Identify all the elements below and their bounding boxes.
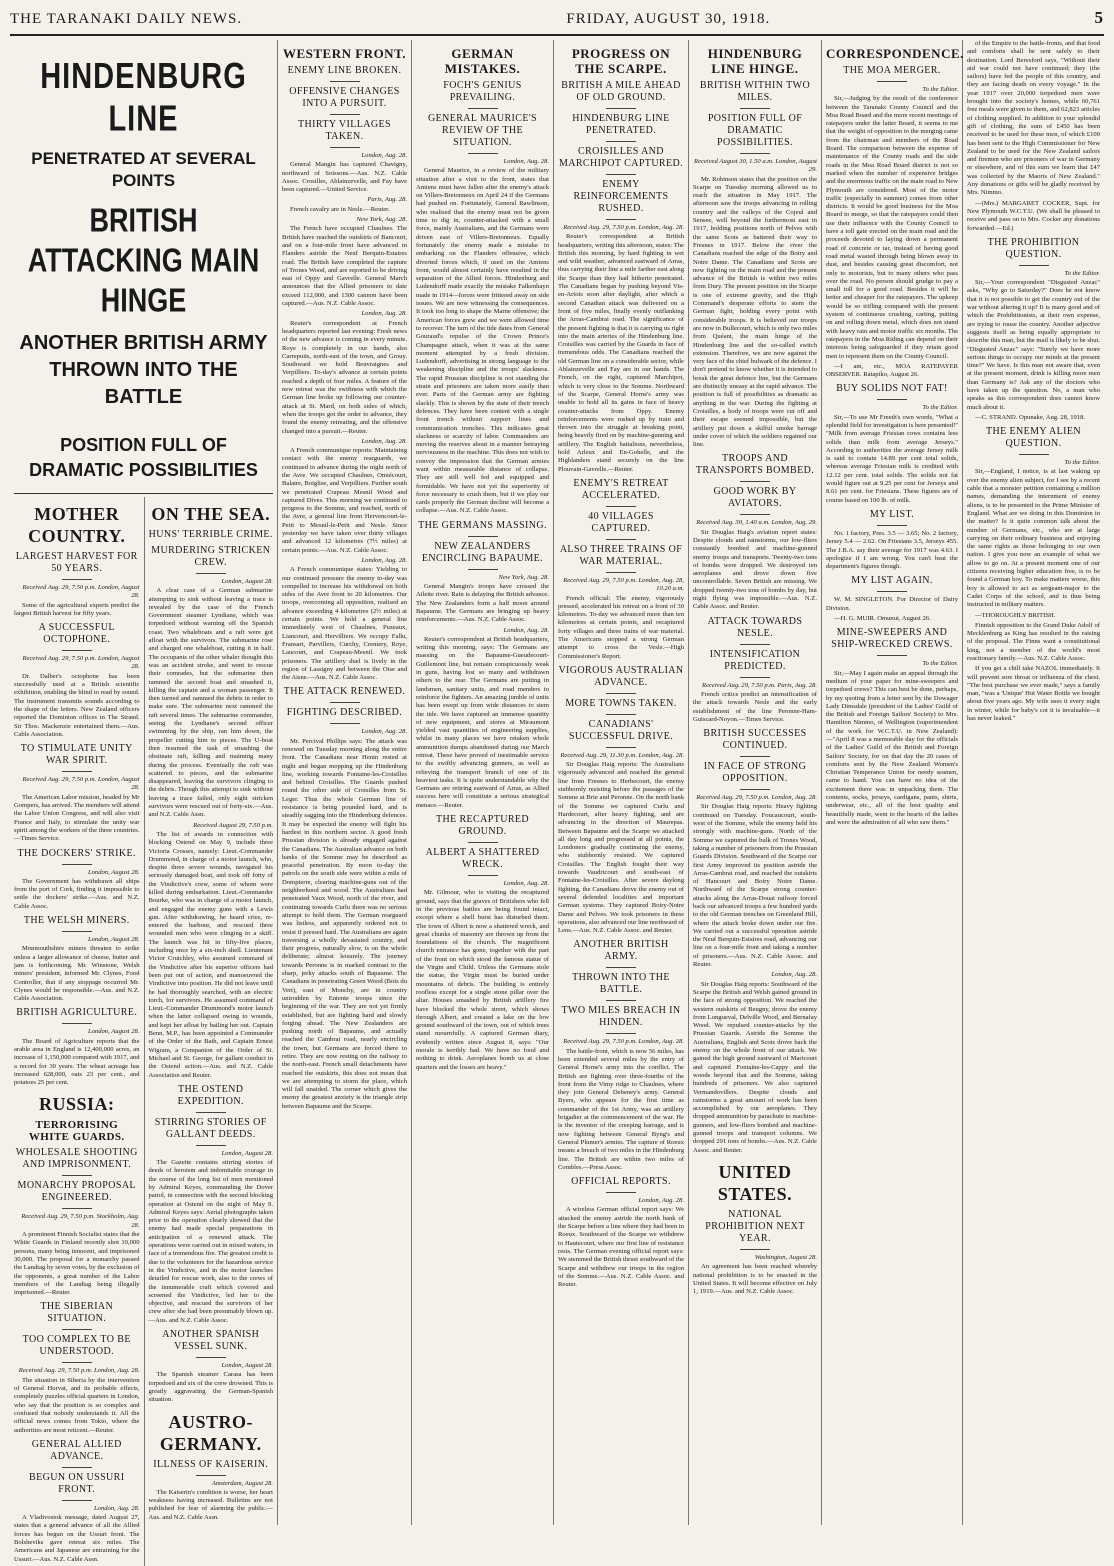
article-body: —C. STRAND. Opunake, Aug. 28, 1918.	[975, 413, 1086, 421]
dateline: Paris, Aug. 28.	[367, 196, 407, 204]
article-body: The Board of Agriculture reports that the arable area in England is 12,400,000 acres, an increase of 1,150,000 compared with 1917, and a record for 30 years. The wheat acreage has increased 628,000, oats 23 per cent., and potatoes 25 per cent.	[14, 1037, 140, 1087]
headline-british-attacking: BRITISH ATTACKING MAIN HINGE	[27, 201, 260, 319]
article-list	[149, 1459, 274, 1522]
page-number: 5	[1094, 8, 1104, 27]
article-body: Sir Douglas Haig reports: The Australians vigorously advanced and reached the general line from Fresnes to Herbecourt, the enemy stubbornly resisting before the passages of the Somme at Brie and Peronne. On the north bank of the Somme we captured Curlu and Hardecourt, after heavy fighting, and are advancing in the direction of Maurepas. Between Bapaume and the Scarpe we attacked all day long and progressed at all points, the Londoners gradually continuing the enemy, who stubbornly resisted. We captured Croisilles. The English fought their way towards Vaudricourt and south-east of Fontaine-les-Croisilles. After severe daylong fighting, the Canadians drove the enemy out of several defended localities and important German systems. They captured Boiry-Notre Dame and Pelves. We took prisoners in these operations, also advanced our line northward of Lens.—Aus. N.Z. Cable Assoc. and Reuter.	[558, 761, 684, 935]
article-headline: BRITISH WITHIN TWO MILES.	[699, 80, 811, 103]
headline-rule	[62, 1208, 92, 1209]
headline-rule	[196, 1112, 226, 1113]
article-body: The French have occupied Chaulnes. The British have reached the outskirts of Bancourt, and on a four-mile front have advanced in Flanders astride the Neuf Berquin-Estaires road. The British have completed the capture of Trones Wood, and are reported to be driving east of Oppy and Gavrelle. General March announces that the Allied prisoners to date exceed 112,000, and 1300 cannon have been captured.—Aus. N.Z. Cable Assoc.	[282, 225, 407, 308]
article-headline: POSITION FULL OF DRAMATIC POSSIBILITIES.	[707, 113, 803, 148]
article-headline: FIGHTING DESCRIBED.	[286, 707, 403, 719]
article-body: The battle-front, which is now 56 miles, has been extended several miles by the entry of General Horne's army into the conflict. The British are fighting over three-fourths of the front from the Vimy ridge to Chaulnes, where they join General Debeney's army. General Byers, who appears for the first time as commander of the 1st Army, was an artillery brigadier at the commencement of the war. He is the inventor of the creeping barrage, and is now fighting between General Byng's and General Plumer's armies. The capture of Roeux means a breach of two miles in the Hindenburg line. The British are within two miles of Combles.—Press Assoc.	[558, 1047, 684, 1171]
article-headline: GENERAL ALLIED ADVANCE.	[31, 1438, 122, 1462]
article-body: A French communique reports: Maintaining contact with the enemy rearguards, we continued to advance during the night north of the Avre. We occupied Chaulnes, Omiécourt, Balatre, Boiglise, and Verpilliers. Further south we penetrated Crapeau Mesnil Wood and captured Dives. This morning we continued to progress to the Somme, and reached, north of the Avre, a general line from Hervencourt-le-Petit to Mesnil-le-Petit and Nesle. Since yesterday we have taken over thirty villages and advanced 12 kilometres (7½ miles) at certain points.—Aus. N.Z. Cable Assoc.	[282, 447, 407, 554]
dateline: To the Editor.	[922, 660, 958, 668]
article-headline: INTENSIFICATION PREDICTED.	[709, 648, 801, 672]
section-title: ON THE SEA.	[151, 504, 271, 524]
article-body: Finnish opposition to the Grand Duke Adolf of Mecklenburg as King has resulted in the raising of the proposal. The Finns want a constitutional king, not a member of the world's most reactionary family.—Aus. N.Z. Cable Assoc.	[967, 621, 1100, 662]
col1-subcolumns	[14, 497, 273, 1566]
headline-rule	[468, 108, 498, 109]
dateline: London, Aug. 28.	[361, 437, 407, 445]
article-headline: ALSO THREE TRAINS OF WAR MATERIAL.	[559, 543, 683, 567]
article-body: General Mangin's troops have crossed the Ailette river. Rain is delaying the British advance. The New Zealanders form a half moon around Bapaume. The Germans are bringing up heavy reinforcements.—Aus. N.Z. Cable Assoc.	[416, 583, 549, 624]
article-headline: VIGOROUS AUSTRALIAN ADVANCE.	[558, 664, 684, 688]
article-body: W. M. SINGLETON. For Director of Dairy Division.	[826, 596, 958, 612]
article-body: The Gazette contains stirring stories of deeds of heroism and indomitable courage in the course of the long list of men mentioned by Admiral Keyes, commanding the Dover patrol, in connection with the second blocking operation at Ostend on the night of May 9. Admiral Keyes says: Aerial photographs taken prior to the operation clearly showed that the enemy had made special preparations in anticipation of a renewed attack. The operations were carried out in mixed waters, in face of a tremendous fire. The greatest credit is due to the volunteers for the hazardous service in the Vindictive, and in the motor launches detailed for rescue work, also to the crews of the innumerable craft which covered and screened the Vindictive, led her to the objective, and rescued the survivors of her crew after she had been presumably blown up.—Aus. and N.Z. Cable Assoc.	[148, 1159, 273, 1324]
article-headline: BRITISH A MILE AHEAD OF OLD GROUND.	[561, 80, 681, 103]
headline-rule	[62, 1362, 92, 1363]
article-headline: MORE TOWNS TAKEN.	[565, 697, 677, 709]
article-headline: ANOTHER BRITISH ARMY.	[573, 939, 669, 963]
article-body: Some of the agricultural experts predict the largest British harvest for fifty years.	[14, 601, 140, 617]
headline-rule	[740, 677, 770, 678]
headline-rule	[606, 693, 636, 694]
col1-right	[144, 497, 274, 1566]
article-headline: GENERAL MAURICE'S REVIEW OF THE SITUATION.	[427, 113, 538, 148]
headline-penetrated: PENETRATED AT SEVERAL POINTS	[31, 149, 256, 190]
article-headline: THE ENEMY ALIEN QUESTION.	[985, 426, 1082, 450]
headline-rule	[196, 1475, 226, 1476]
dateline: Received Aug. 29, 7.50 p.m. London, August 28.	[22, 776, 140, 792]
article-headline: TWO MILES BREACH IN HINDEN.	[561, 1005, 681, 1029]
article-list	[14, 551, 140, 1087]
column-2	[278, 40, 412, 1525]
article-body: An agreement has been reached whereby national prohibition is to be enacted in the United States. It will become effective on July 1, 1919.—Aus. and N.Z. Cable Assoc.	[693, 1263, 817, 1296]
article-headline: THE PROHIBITION QUESTION.	[987, 236, 1080, 260]
article-body: Reuter's correspondent at British headquarters, writing this morning, says: The Germans are massing on the Bapaume-Gueudecourt-Guillemont line, but remain conspicuously weak in guns, having lost so many and withdrawn others to the rear. The Germans are putting in landsmen, sanitary units, and road menders to reinforce the fighters. An amazing jumble of units has been swept up from wide distances to stem the tide. We have captured an immense quantity of new equipment, and stores at Miraumont yielded vast quantities of engineering supplies, whilst in many places we have retaken whole ammunition dumps abandoned during our March retreat. These have proved of inestimable service to the swiftly advancing gunners, as well as relieving the transport branch of one of its heaviest tasks. It is quite understandable why the Germans are retiring eastward of Arras, as Allied success here will constitute a serious strategical menace.—Reuter.	[416, 635, 549, 809]
dateline: Received Aug. 29, 7.50 p.m. London, August 28.	[22, 584, 140, 600]
headline-rule	[330, 702, 360, 703]
article-headline: NATIONAL PROHIBITION NEXT YEAR.	[705, 1208, 805, 1244]
article-body: The Government has withdrawn all ships from the port of Cork, finding it impossible to settle the dockers' strike.—Aus. and N.Z. Cable Assoc.	[14, 877, 140, 910]
headline-rule	[877, 399, 907, 400]
article-body: If you get a chill take NAZOL immediately. It will prevent sore throat or influenza of the chest. "The best purchase we ever made," says a family man, "was a 'Unique' Hot Water Bottle we bought about five years ago. My wife uses it every night in winter, while for baby's cot it is invaluable—it has never leaked."	[967, 665, 1100, 723]
columns	[10, 40, 1104, 1563]
column-3	[412, 40, 554, 1525]
dateline: London, Aug. 28.	[361, 310, 407, 318]
headline-rule	[62, 1023, 92, 1024]
article-body: Dr. Dalber's octophone has been successfully used at a British scientific exhibition, enabling the blind to read by sound. The instrument transmits sounds according to the shape of the letters. New Zealand officers reported the Dominion offices in The Strand. Sir Thos. Mackenzie entertained them.—Aus. Cable Association.	[14, 672, 140, 738]
article-headline: BUY SOLIDS NOT FAT!	[836, 383, 948, 395]
article-headline: TROOPS AND TRANSPORTS BOMBED.	[695, 453, 815, 477]
article-headline: HINDENBURG LINE PENETRATED.	[572, 113, 670, 136]
dateline: Received Aug. 29, 7.50 p.m. London, Aug. 28.	[563, 224, 684, 231]
headline-rule	[330, 723, 360, 724]
article-body: —(Mrs.) MARGARET COCKER, Supt. for New Plymouth W.C.T.U. (We shall be pleased to receive and pass on to Mrs. Cocker any donations forwarded.—Ed.)	[967, 199, 1100, 232]
headline-rule	[62, 650, 92, 651]
article-headline: MINE-SWEEPERS AND SHIP-WRECKED CREWS.	[831, 627, 953, 651]
dateline: Received Aug. 29, 11.30 p.m. London, Aug. 28.	[560, 751, 684, 759]
article-body: A clear case of a German submarine attempting to sink without leaving a trace is revealed by the case of the French Government steamer Lyndiane, which was torpedoed without warning off the Spanish coast. Two whaleboats and a raft were got afloat with the survivors. The submarine rose and charged one whaleboat, cutting it in half. The occupants of the other whaler thought this was an accident stroke, and went to rescue their comrades, but the submarine then rammed the second boat and smashed it, killing the captain and a woman passenger. It then turned and rammed the debris in order to make sure. The submarine next rammed the raft several times. The submarine commander, seeing the Lyndiane's second officer swimming by the ship, ran him down, the propeller cutting him to pieces. The U-boat then resumed the task of smashing the obstinate raft, killing and maiming many during the process. Eventually the raft was scattered to pieces, and the submarine disappeared, leaving the survivors clinging to the debris. Though this attempt to sink without leaving a trace failed, only eight stricken survivors were rescued out of forty-six.—Aus. and N.Z. Cable Assn.	[148, 587, 273, 819]
article-body: The list of awards in connection with blocking Ostend on May 9, include three Victoria Crosses, namely: Lieut.-Commander Drummond, in charge of a motor launch, who, despite three severe wounds, navigated his seriously damaged boat, and took off forty of the Vindictive's crew, some of whom were killed during embarkation. Lieut.-Commander Bourke, who was in charge of a motor launch, and engaged the enemy guns with a Lewis gun. After withdrawing, he heard cries, re-entered the harbour, and rescued three wounded men who were clinging to a skiff. The launch was hit in fifty-five places, including once by a six-inch shell. Lieutenant Victor Crutchley, who assumed command of the Vindictive after his superior officers had been put out of action, and manoeuvred the Vindictive into position. He did not leave until he had thoroughly searched, with an electric torch, for survivors. He assumed command of Lieut.-Commander Drummond's motor launch when the latter collapsed owing to wounds, and kept her afloat by bailing her out. Captain Benn, M.P., has been appointed a Commander of the Order of the Bath, and Captain Ernest Wigram, a Companion of the Order of St. Michael and St. George, for gallant conduct in the Ostend action.—Aus. and N.Z. Cable Association and Reuter.	[148, 830, 273, 1079]
article-headline: BRITISH AGRICULTURE.	[16, 1007, 138, 1019]
dateline: Washington, August 28.	[754, 1253, 817, 1261]
section-title: WESTERN FRONT.	[282, 46, 407, 61]
article-headline: THROWN INTO THE BATTLE.	[572, 972, 670, 996]
newspaper-title: THE TARANAKI DAILY NEWS.	[10, 11, 243, 27]
headline-rule	[740, 644, 770, 645]
headline-rule	[196, 1357, 226, 1358]
dateline: London, August 28.	[87, 868, 140, 876]
headline-rule	[196, 573, 226, 574]
article-list	[967, 40, 1100, 723]
headline-rule	[606, 174, 636, 175]
headline-rule	[740, 789, 770, 790]
dateline: London, Aug. 28.	[503, 158, 549, 165]
headline-rule	[62, 931, 92, 932]
article-body: —THOROUGHLY BRITISH.	[975, 611, 1056, 619]
section-title: PROGRESS ON THE SCARPE.	[571, 46, 671, 76]
section-title: HINDENBURG LINE HINGE.	[707, 46, 803, 76]
article-body: No. 1 factory, Pres. 3.5 — 3.65; No. 2 factory, Jersey 5.4 — 2.62. On Friesians 3.5, Jerseys 455. The J.B.A. say their average for 1917 was 4.63. I apologize if I am wrong. You can't beat the department's figures though.	[826, 529, 958, 571]
section-title: MOTHER COUNTRY.	[28, 504, 126, 546]
column-1	[10, 40, 278, 1563]
article-headline: ANOTHER SPANISH VESSEL SUNK.	[162, 1329, 260, 1353]
section-title: GERMAN MISTAKES.	[444, 46, 521, 76]
article-body: Sir Douglas Haig reports: Southward of the Scarpe the British and Welsh gained ground in the face of strong opposition. We reached the western outskirts of Beugny, drove the enemy from Longueval, Delville Wood, and Bernafay Wood. We repulsed counter-attacks by the Prussian Guards. Astride the Somme the Australians, English and Scots drove back the enemy on the whole front of our attack. We gained the high ground eastward of Maricourt and captured Fontaine-les-Cappy and the woods beyond that and the Somme, taking hundreds of prisoners. We also captured Vermandovillers. Despite clouds and rainstorms a great amount of work has been accomplished by our aeroplanes. They dropped ammunition by parachute to machine-gunners, and low-fliers bombed and machine-gunned troops and transport columns. We dropped 291 tons of bombs.—Aus. N.Z. Cable Assoc. and Reuter.	[693, 980, 817, 1154]
headline-rule	[468, 569, 498, 570]
headline-rule	[877, 525, 907, 526]
headline-rule	[606, 219, 636, 220]
dateline: Received Aug. 29, 7.50 p.m. Stockholm, Aug. 28.	[21, 1213, 140, 1229]
dateline: London, Aug. 28.	[771, 971, 817, 979]
section-title: AUSTRO-GERMANY.	[159, 1411, 262, 1454]
article-body: French critics predict an intensification of the attack towards Nesle and the early establishment of the line Peronne-Ham-Guiscard-Noyon.—Times Service.	[693, 690, 817, 723]
headline-rule	[606, 108, 636, 109]
article-body: A prominent Finnish Socialist states that the White Guards in Finland recently shot 10,000 persons, many being innocent, and imprisoned 30,000. The proposal for a monarchy passed the Landtag by seven votes, by the exclusion of the opponents, a great number of the Labor members of the Landtag being illegally imprisoned.—Reuter.	[14, 1231, 140, 1297]
article-headline: THIRTY VILLAGES TAKEN.	[298, 119, 391, 142]
article-headline: IN FACE OF STRONG OPPOSITION.	[703, 761, 807, 785]
article-headline: ENEMY'S RETREAT ACCELERATED.	[573, 477, 669, 501]
article-body: Sir,—To use Mr Freeth's own words, "What a splendid field for investigation is here presented!" "Milk from average Friesian cows contains less solids than milk from average Jerseys." According to authorities the average Jersey milk is said to contain 14.89 per cent total solids, whereas average Friesian milk is credited with 12.12 per cent. total solids. The solids not fat would figure out at 9.25 per cent for Jerseys and 8.61 per cent. for Friesians. These figures are of course based on 100 lb. of milk.	[826, 413, 958, 504]
dateline: London, Aug. 28.	[94, 1504, 140, 1512]
article-body: Mr. Gilmour, who is visiting the recaptured ground, says that the graves of Britishers who fell in the previous battles are being found intact, except where a shell burst has disturbed them. The town of Albert is now a shattered wreck, and great chunks of masonry are thrown up from the foundations of the church. The magnificent church entrance has gone, together with the part of the front on which stood the famous statue of the Virgin and Child. Unless the Germans stole the statue, the Virgin must be buried under mountains of debris. The building is entirely roofless except for a single stone pillar over the altar. Houses smashed by British artillery fire have blocked the whole street, which shows through Albert, and created a lake on the low ground southward of the town, out of which trees stand mournfully. A captured German diary, evidently written since August 8, says: "Our morale is terribly bad. We have no food and nothing to drink. Aeroplanes bomb us at close quarters and the losses are heavy."	[416, 889, 549, 1071]
article-headline: THE RECAPTURED GROUND.	[435, 814, 530, 838]
headline-rule	[62, 579, 92, 580]
dateline: Received Aug. 29, 7.50 p.m. London, Aug. 28.	[18, 1367, 140, 1375]
headline-rule	[606, 967, 636, 968]
dateline: London, Aug. 28.	[361, 556, 407, 564]
article-headline: TO STIMULATE UNITY WAR SPIRIT.	[20, 743, 133, 767]
headline-rule	[62, 771, 92, 772]
article-headline: MURDERING STRICKEN CREW.	[151, 545, 271, 568]
article-body: of the Empire to the battle-fronts, and that food and comforts shall be sent safely to their destination. Lord Beresford says, "Without their aid war could not have continued; they (the sailors) have fed the people of this country, and they are facing death on every voyage." In the year 1917 over 20,000 torpedoed men were brought into the society's homes, while 60,761 free meals were given to them, and 62,823 articles of clothing supplied. In addition to your splendid gift of clothing, the sum of £450 has been received to be used for these men, of which £100 has been sent to the High Commissioner for New Zealand to be used for the New Zealand sailors and firemen who are prisoners of war in Germany or elsewhere, and of this sum we learn that £47 was collected by the Maoris of New Zealand." Any donations or gifts will be gladly received by Mrs. Nimmo.	[967, 40, 1100, 197]
article-headline: THE SIBERIAN SITUATION.	[40, 1301, 114, 1325]
dateline: Received Aug. 29, 7.50 p.m. London, Aug. 28.	[696, 794, 817, 802]
article-headline: ENEMY LINE BROKEN.	[287, 65, 402, 76]
article-body: The situation in Siberia by the intervention of General Horvat, and its probable effects, completely puzzles official quarters in London, who say that the position is so complex and confused that nobody understands it. All the official news comes from Tokio, where the authorities are most reticent.—Reuter.	[14, 1376, 140, 1434]
column-5	[689, 40, 822, 1525]
dateline: London, Aug. 28.	[361, 152, 407, 159]
article-headline: WHOLESALE SHOOTING AND IMPRISONMENT.	[15, 1147, 138, 1171]
article-headline: BRITISH SUCCESSES CONTINUED.	[703, 728, 807, 752]
article-headline: OFFENSIVE CHANGES INTO A PURSUIT.	[289, 86, 400, 109]
article-list	[14, 1147, 140, 1563]
headline-rule	[62, 864, 92, 865]
article-body: A French communique states: Yielding to our continued pressure the enemy to-day was compelled to increase his withdrawal on both sides of the Avre front to 20 kilometres. Our troops, overcoming all opposition, realised an advance exceeding 4 kilometres (2½ miles) at certain points. We hold a general line immediately west of Chaulnes, Puzeaux, Liancourt, and Hervilliers. We occupy Fallu, Fransart, Parvillers, Curchy, Cremery, Roye, Laucourt, and Crapeau-Mesnil. We took prisoners. The artillery duel is lively in the region of Lassigny and between the Oise and the Aisne.—Aus. N.Z. Cable Assoc.	[282, 566, 407, 682]
headline-rule	[877, 655, 907, 656]
headline-rule	[468, 842, 498, 843]
headline-rule	[62, 1175, 92, 1176]
column-4	[554, 40, 689, 1525]
article-body: Sir,—Judging by the result of the conference between the Taranaki County Council and the Moa Road Board and the more recent meetings of ratepayers under the latter Board, it seems to me that the weight of opposition to the merging came from the chairman and members of the Road Board. The comparison between the expense of maintenance of the County roads and the side roads in the Moa Road Board district is not so marked when the number of expensive bridges and the enormous traffic on the main road to New Plymouth are considered. Most of the motor traffic (especially in summer) comes from other districts. It would be good business for the Moa Board to merge, so that the ratepayers could then use their influence with the County Council to have a toll gate erected on the main road and the proceeds devoted to laying down a permanent road of concrete or tar, instead of having good road metal wasted through being blown away in dust, and besides causing great discomfort, not only to motorists, but to many others who pass over the road. No person should grudge to pay a small toll for a good road. Besides it will be better and cheaper for the ratepayers. The upkeep would be so trifling compared with the present system of continuous crushing, carting, putting on and rolling down metal, which does not stand with heavy rain and motor traffic six months. The ratepayers in the Moa Riding can depend on their interests being safeguarded if they retain good men to represent them on the County Council.	[826, 95, 958, 360]
headline-rule	[468, 153, 498, 154]
headline-rule	[606, 572, 636, 573]
article-list	[149, 545, 274, 1405]
article-list	[826, 65, 958, 827]
dateline: New York, Aug. 28.	[498, 573, 549, 581]
article-body: French official: The enemy, vigorously pressed, accelerated his retreat on a front of 30 kilometres. To-day we advanced more than ten kilometres at certain points, and recaptured forty villages and three trains of war material. The Americans stopped a strong German attempt to cross the Vesle.—High Commissioner's Report.	[558, 594, 684, 660]
article-body: A Vladivostok message, dated August 27, states that a general advance of all the Allied forces has begun on the Ussuri front. The Bolsheviks gave retreat six miles. The Americans and Japanese are entraining for the Ussuri.—Aus. N.Z. Cable Assn.	[14, 1514, 140, 1563]
headline-rule	[740, 108, 770, 109]
article-body: Reuter's correspondent at French headquarters reported last evening: Fresh news of the new advance is coming in every minute. Roye is completely in our hands, also Carrepuits, north-east of the town, and Grouy. Southward we hold Beuvraignes and Verpilliers. To-day's advance at certain points reached a depth of four miles. A feature of the new retreat was the swiftness with which the German line broke up following our counter-attack at St. Mard, on both sides of which, when the troops got the order to advance, they found the enemy retreating, and the offensive changed into a pursuit.—Reuter.	[282, 319, 407, 435]
article-list	[693, 80, 817, 1155]
headline-hindenburg: HINDENBURG LINE	[40, 56, 247, 140]
headline-rule	[1019, 265, 1049, 266]
headline-rule	[606, 714, 636, 715]
dateline: London, August 28.	[87, 936, 140, 944]
article-headline: BEGUN ON USSURI FRONT.	[29, 1471, 125, 1495]
article-headline: MY LIST AGAIN.	[851, 575, 933, 587]
section-title: UNITED STATES.	[717, 1161, 793, 1204]
headline-rule	[62, 1500, 92, 1501]
article-headline: ALBERT A SHATTERED WRECK.	[425, 847, 540, 871]
headline-rule	[468, 875, 498, 876]
article-headline: THE MOA MERGER.	[843, 65, 941, 76]
article-headline: MONARCHY PROPOSAL ENGINEERED.	[17, 1180, 136, 1204]
dateline: To the Editor.	[922, 86, 958, 93]
article-headline: OFFICIAL REPORTS.	[571, 1176, 671, 1188]
headline-rule	[330, 81, 360, 82]
article-body: Sir Douglas Haig reports: Heavy fighting continued on Tuesday. Foucaucourt, south-west of the Somme, while the enemy held his strongly with machine-guns. North of the Somme we captured the bulk of Trones Wood, taking a number of prisoners from the Prussian Guards Division. Southward of the Scarpe our first Army improved its position astride the Arras-Cambrai road, and reached the outskirts of Hancourt and Boiry Notre Dame. Northward of the Scarpe strong counter-attacks along the Arras-Douai railway forced back our advanced troops a few hundred yards to the old German trenches on Greenland Hill, where the attack broke down under our fire. We carried out a successful operation astride the Neuf Berquin-Estaires road, advancing our line on a four-mile front and taking a number of prisoners.—Aus. N.Z. Cable Assoc. and Reuter.	[693, 803, 817, 969]
headline-rule	[1019, 454, 1049, 455]
article-subhead: TERRORISING WHITE GUARDS.	[28, 1119, 125, 1144]
article-body: The Kaiserin's condition is worse, her heart weakness having increased. Bulletins are not published for fear of alarming the public.—Aus. and N.Z. Cable Assn.	[148, 1488, 273, 1521]
dateline: Received August 30, 1.50 a.m. London, August 29.	[693, 158, 817, 174]
headline-rule	[62, 1467, 92, 1468]
article-headline: THE DOCKERS' STRIKE.	[17, 847, 136, 859]
headline-rule	[330, 147, 360, 148]
dateline: London, August 28.	[221, 578, 273, 585]
dateline: London, August 28.	[221, 1149, 273, 1157]
headline-rule	[468, 536, 498, 537]
article-body: Sir Douglas Haig's aviation report states: Despite clouds and rainstorms, our low-fliers constantly bombed and machine-gunned enemy troops and transports. Twenty-two tons of bombs were dropped. We destroyed ten aeroplanes and drove down five uncontrollable. Seven British are missing. We dropped twenty-two tons of bombs by day, but night flying was impossible.—Aus. N.Z. Cable Assoc. and Reuter.	[693, 528, 817, 611]
masthead	[10, 8, 1104, 36]
article-body: General Mangin has captured Chavigny, northward of Soissons.—Aus. N.Z. Cable Assoc. Crosilles, Ablainzevelle, and Fay have been captured.—United Service.	[282, 161, 407, 194]
article-list	[693, 1209, 817, 1296]
article-body: General Maurice, in a review of the military situation after a visit to the front, states that Amiens must have fallen after the enemy's attack on Villers-Bretonneux on April 24 if the Germans had pushed on. Fortunately, General Rawlinson, who realised that the enemy must not be given time to dig in, counter-attacked with a small force, mainly Australians, and the Germans were driven east of Villers-Bretonneux. Equally fortunately the enemy made a mistake in embarking on the Flanders offensive, which diverted forces which, if used on the Amiens front, would almost certainly have resulted in the separation of the Allied forces. Hindenburg and Ludendorff made exactly the mistake Falkenhayn made in 1914—forces were frittered away on side issues. We are now witnessing the consequences. It took too long to shape the Marne offensive; the American forces grew and we were allowed time to recover. The turn of the tide dates from General Gouraud's repulse of the Crown Prince's Champagne attack, when it was at the same moment attempted by a fresh division. Ludendorff, advertising in strong language to the weakening discipline and the troops' slackness. The rapid Prussian discipline is not standing the strain and prisoners are taken more easily than ever. Parts of the German army are fighting slackly. This is shown by the state of their trench defences. They have been content with a single front trench without support lines and communication trenches. This indicates great slackness or scarcity of labor. Commanders are moving the reserves about in a manner betraying nervousness in the machine. This does not wish to convey the impression that the German armies want within measurable distance of collapse. They are still well fed and equipped and formidable. We have not yet the superiority of force necessary to crush them, but if we play our cards properly the German decline will become a collapse.—Aus. N.Z. Cable Assoc.	[416, 167, 549, 515]
article-headline: GOOD WORK BY AVIATORS.	[713, 486, 797, 510]
article-headline: THE ATTACK RENEWED.	[283, 686, 406, 698]
article-headline: STIRRING STORIES OF GALLANT DEEDS.	[154, 1116, 267, 1140]
article-body: Monmouthshire miners threaten to strike unless a larger allowance of cheese, butter and jam is forthcoming. Mr. Winstone, Welsh miners' president, informed Mr. Clynes, Food Controller, that if any stoppage occurred Mr. Clynes would be responsible.—Aus. and N.Z. Cable Association.	[14, 945, 140, 1003]
headline-dramatic: POSITION FULL OF DRAMATIC POSSIBILITIES	[29, 435, 258, 480]
article-headline: ATTACK TOWARDS NESLE.	[707, 615, 803, 639]
article-headline: A SUCCESSFUL OCTOPHONE.	[38, 622, 115, 646]
issue-date: FRIDAY, AUGUST 30, 1918.	[566, 11, 771, 27]
article-headline: NEW ZEALANDERS ENCIRCLING BAPAUME.	[421, 540, 544, 564]
dateline: Received Aug. 29, 7.50 p.m. Paris, Aug. 28.	[702, 681, 817, 689]
headline-rule	[606, 747, 636, 748]
article-headline: TOO COMPLEX TO BE UNDERSTOOD.	[22, 1334, 131, 1358]
dateline: To the Editor.	[1064, 459, 1100, 467]
article-body: The Spanish steamer Carasa has been torpedoed and six of the crew drowned. This is greatly aggravating the German-Spanish situation.	[148, 1371, 273, 1404]
article-headline: FOCH'S GENIUS PREVAILING.	[443, 80, 522, 103]
dateline: Received August 29, 7.50 p.m.	[193, 821, 273, 829]
dateline: London, August 28.	[87, 1028, 140, 1036]
article-body: —I am, etc., MOA RATEPAYER OBSERVER. Ratapiko, August 26.	[826, 362, 958, 379]
dateline: Received Aug. 30, 1.40 a.m. London, Aug. 29.	[696, 519, 817, 527]
article-headline: CANADIANS' SUCCESSFUL DRIVE.	[568, 718, 674, 742]
headline-rule	[740, 481, 770, 482]
column-6	[822, 40, 963, 1525]
article-headline: CROISILLES AND MARCHIPOT CAPTURED.	[558, 146, 684, 169]
article-headline: ENEMY REINFORCEMENTS RUSHED.	[573, 179, 669, 214]
headline-rule	[740, 756, 770, 757]
headline-rule	[740, 514, 770, 515]
article-headline: 40 VILLAGES CAPTURED.	[588, 510, 654, 534]
headline-rule	[606, 141, 636, 142]
headline-rule	[606, 1000, 636, 1001]
dateline: London, Aug. 28.	[503, 880, 549, 888]
dateline: London, Aug. 28.	[638, 1197, 684, 1205]
dateline: Received Aug. 29, 7.50 p.m. London, Aug. 28, 10.20 a.m.	[563, 576, 684, 593]
dateline: London, Aug. 28.	[361, 728, 407, 736]
article-list	[416, 80, 549, 1072]
article-body: Sir,—May I again make an appeal through the medium of your paper for mine-sweepers and torpedoed crews? This can best be done, perhaps, by my quoting from a letter sent by the Dowager Lady Dimsdale (president of the Ladies' Guild of the British and Foreign Sailors' Society) to Mrs. Hamilton Nimmo, of Wellington (superintendent of the work for W.C.T.U. in New Zealand):—"April 8 was a memorable day for the officials of the Ladies' Guild of the British and Foreign Sailors' Society, for on that day the 20 cases of comforts sent by the New Zealand Women's Christian Temperance Union for needy seamen, came to hand. You can have no idea of the excitement there was in unpacking them. The contents, socks, jerseys, cardigans, pants, shirts, underwear, etc., all of the best quality and beautifully made, went to the hearts of the ladies and were the admiration of all who saw them."	[826, 669, 958, 826]
dateline: Amsterdam, August 28.	[211, 1479, 273, 1487]
article-headline: THE GERMANS MASSING.	[418, 519, 547, 531]
headline-rule	[606, 1033, 636, 1034]
article-headline: THE WELSH MINERS.	[23, 915, 130, 927]
dateline: To the Editor.	[1064, 269, 1100, 277]
dateline: Received Aug. 29, 7.50 p.m. London, August 28.	[22, 655, 140, 671]
headline-rule	[606, 506, 636, 507]
article-headline: LARGEST HARVEST FOR 50 YEARS.	[15, 551, 138, 574]
article-body: Sir,—Your correspondent "Disgusted Anzac" asks, "Why go to Saturday?" Does he not know that it is not possible to get the country out of the war without altering it up? It is many good and of which the Prohibitionists, at their own expense, are trying to rouse the country. Another adjective suggests itself as being equally appropriate to describe this man, but the mail is likely to be shut. "Disgusted Anzac" says: "Surely we have more serious things to occupy our minds at the present time?" We have. Is this man not aware that, even at the present moment, drink is killing more men than Germany is? Ask any of the doctors who have taken up the question. No, a man who speaks as this correspondent does cannot know much about it.	[967, 279, 1100, 411]
article-body: The American Labor mission, headed by Mr Gompers, has arrived. The members will attend the Labor Union Congress, and will also visit France and Italy, to stimulate the unity war spirit among the workers of the three countries.—Times Service.	[14, 793, 140, 843]
section-title: CORRESPONDENCE.	[826, 46, 964, 61]
dateline: London, Aug. 28.	[503, 626, 549, 634]
col1-left	[14, 497, 144, 1566]
divider	[14, 493, 273, 494]
headline-rule	[877, 81, 907, 82]
dateline: To the Editor.	[922, 404, 958, 412]
article-headline: THE OSTEND EXPEDITION.	[177, 1083, 244, 1107]
headline-another-army: ANOTHER BRITISH ARMY THROWN INTO THE BATTLE	[19, 332, 268, 408]
article-body: Reuter's correspondent at British headquarters, writing this afternoon, states: The British this morning, by hard fighting in wet and wild weather, advanced eastward of Arras, thus carrying their line a mile farther east along the Scarpe than they had hitherto penetrated. The Canadians began by pushing beyond Vis-en-Artois soon after daylight, after which a second Canadian attack was delivered on a front of five miles, finally evenly outflanking the Arras-Cambrai road. The significance of the present fighting is that it is carrying us right into the main arteries of the Hindenburg line. Croisilles was carried by the Guards in face of tremendous odds. The Canadians reached the old German line on a considerable sector, while Ablainzevelle and Fay are in our hands. The French, on the right, captured Marchipot, which is very close to the Somme. Northward of the Scarpe, General Horne's army was unable to hold all its gains in face of heavy counter-attacks from Oppy. Enemy reinforcements were rushed up by train and thrown into the struggle at breaking point, being heavily fired on by machine-gunning and artillery. The English battalions, nevertheless, hold Arleux and En-Gohelle, and the Highlanders stand securely on the line Plouvain-Gavrelle.—Reuter.	[558, 233, 684, 473]
dateline: Received Aug. 29, 7.50 p.m. London, Aug. 28.	[563, 1038, 684, 1046]
headline-rule	[606, 1192, 636, 1193]
headline-rule	[740, 1249, 770, 1250]
article-body: Mr. Percival Phillips says: The attack was renewed on Tuesday morning along the entire front. The Canadians near Henin rested at night and began mopping up the Hindenburg line, working towards Fontaine-les-Croisilles and behind Croisilles. The Guards pushed round the other side of Croisilles from St. Leger. Thus the whole German line of resistance is being pounded hard, and is steadily sagging into the Hindenburg defences. It may be expected the enemy will fight his hardest in this northern sector. A good fresh Prussian division is already engaged against the Canadians. The Australian advance on both banks of the Somme may be described as peaceful penetration. By noon to-day the patrols on the south side were within a mile of Dompierre, clearing machine-guns out of the neighborhood and wood. The Australians had penetrated Vaux Wood, north of the river, and continuing towards Curlu there was no serious attempt to hold them. The German rearguard was listless, and apparently ordered not to resist if pressed hard. The Australians are again traversing a wholly devastated country, and their progress, naturally slow, is on the whole deliberate; almost leisurely. The journey towards Peronne is in marked contrast to the sharp, jerky attacks south of Bapaume. The Canadians in penetrating Green Wood (Bois du Vert), east of Monchy, are in country untrodden by Entente troops since the beginning of the war. They are not yet firmly established, but are fighting hard and slowly forging ahead. The New Zealanders are pushing north of Bapaume, and actually reached the Cambrai road, nearly encircling the town, but Germans are forced there to retire. They are now resting on the railway to the north-east. French small detachments have reached the outskirts, this does not mean that we are attempting to storm the place, which will fall unaided. The corner which gives the enemy the greatest anxiety is the triangle strip between Bapaume and the Scarpe.	[282, 737, 407, 1110]
headline-rule	[196, 1145, 226, 1146]
article-headline: MY LIST.	[869, 508, 915, 520]
article-list	[282, 65, 407, 1111]
article-body: A wireless German official report says: We attacked the enemy astride the north bank of the Scarpe before a line where they had been in Roeux. Southward of the Scarpe we withdrew to Hautecourt, where our first line of resistance rests. The German evening official report says: We stemmed the British thrust southward of the Scarpe and withdrew our troops in the region of the Somme.—Aus. N.Z. Cable Assoc. and Reuter.	[558, 1206, 685, 1289]
article-subhead: HUNS' TERRIBLE CRIME.	[148, 529, 273, 540]
headline-rule	[606, 539, 636, 540]
headline-rule	[330, 114, 360, 115]
headline-rule	[877, 591, 907, 592]
dateline: London, August 28.	[221, 1362, 273, 1370]
headline-rule	[62, 1329, 92, 1330]
headline-rule	[740, 153, 770, 154]
section-title: RUSSIA:	[38, 1094, 115, 1115]
article-body: Mr. Robinson states that the position on the Scarpe on Tuesday morning allowed us to reach the situation in May 1917. The afternoon saw the troops advancing in rolling country and the valleys of the Cojeul and Sensee, well beyond the furthermost east in 1917, holding positions north of Pelves with the same Scots as battered their way to Fresnes in 1917. Below the river the Canadians reached the edge of the Boiry and Notre Dame. The Canadians and Scots are now fighting on the main road and the present advance of the British is within two miles from Dury. The present position on the Scarpe is one of extreme gravity, and the High Command's desperate efforts to stem the German fight, holding every point with considerable troops. It is believed our troops are now in Bullecourt, which is only two miles from Quéant, the main hinge of the Hindenburg line and the so-called switch extension. Therefore, we are now against the very face of the chief bulwark of the defence. I don't pretend to know whether it is intended to break the great defence line, but the Germans are distinctly uneasy at the rapid advance. The position is full of possibilities as dramatic as anything in the war. During the fighting at Croisilles, a body of troops were cut off and their escape seemed impossible, but the artillery put down a skilful smoke barrage under cover of which the soldiers regained our line.	[693, 175, 817, 449]
article-body: Sir,—England, I notice, is at last waking up over the enemy alien subject, for I see by a recent cable that a monster petition containing a million names, demanding the internment of enemy aliens, is to be presented to the Prime Minister of England. What are we doing in this Dominion in the matter? Is it quite common talk about the number of Germans, etc., who are at large carrying on their ordinary business and enjoying the same rights as those belonging to our own nation. I give you now an example of what we allow to go on. At a present moment one of our citizens receiving higher education free, is to be found a German boy. To make matters worse, this boy is allowed to act as sergeant-major to the Cadet Corps of the school, and is thus being instructed in military matters.	[967, 468, 1100, 609]
column-7	[963, 40, 1104, 1525]
article-list	[558, 80, 684, 1289]
dateline: New York, Aug. 28.	[356, 216, 407, 224]
article-headline: ILLNESS OF KAISERIN.	[153, 1458, 269, 1470]
article-body: French cavalry are in Nesle.—Reuter.	[290, 205, 390, 213]
article-body: —H. G. MUIR. Omunui, August 26.	[834, 615, 931, 623]
